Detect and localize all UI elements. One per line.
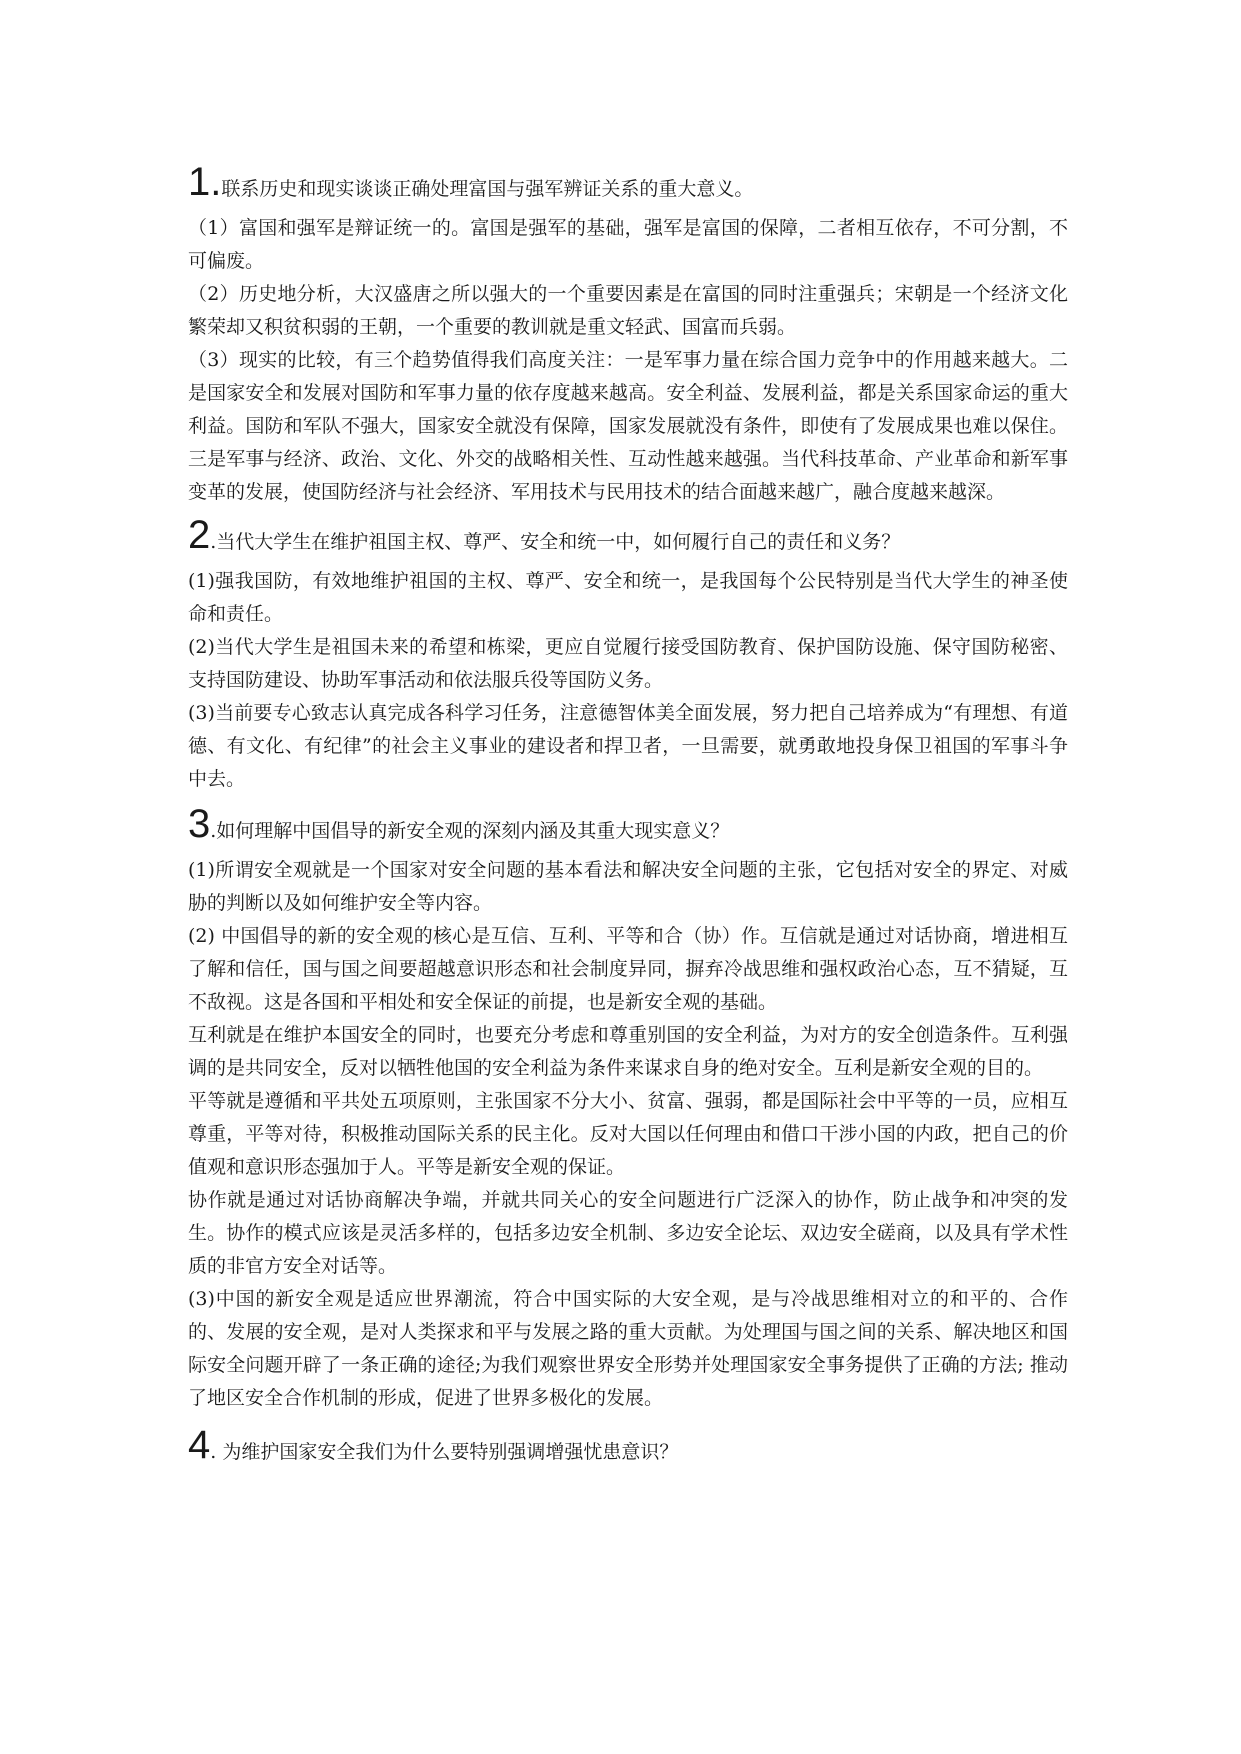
answer-paragraph: （3）现实的比较，有三个趋势值得我们高度关注：一是军事力量在综合国力竞争中的作用越来越大。二是国家安全和发展对国防和军事力量的依存度越来越高。安全利益、发展利益，都是关系国家命运的重大利益。国防和军队不强大，国家安全就没有保障，国家发展就没有条件，即使有了发展成果也难以保住。三是军事与经济、政治、文化、外交的战略相关性、互动性越来越强。当代科技革命、产业革命和新军事变革的发展，使国防经济与社会经济、军用技术与民用技术的结合面越来越广，融合度越来越深。 [188,349,1068,503]
answer-paragraph: 互利就是在维护本国安全的同时，也要充分考虑和尊重别国的安全利益，为对方的安全创造条件。互利强调的是共同安全，反对以牺牲他国的安全利益为条件来谋求自身的绝对安全。互利是新安全观的目的。 [188,1024,1068,1079]
question-heading [188,1423,1068,1469]
question-title: .如何理解中国倡导的新安全观的深刻内涵及其重大现实意义？ [210,820,730,842]
answer-paragraph: (3)中国的新安全观是适应世界潮流，符合中国实际的大安全观，是与冷战思维相对立的和平的、合作的、发展的安全观，是对人类探求和平与发展之路的重大贡献。为处理国与国之间的关系、解决地区和国际安全问题开辟了一条正确的途径;为我们观察世界安全形势并处理国家安全事务提供了正确的方法; 推动了地区安全合作机制的形成，促进了世界多极化的发展。 [188,1288,1068,1409]
question-number: 1. [188,160,222,204]
question-title: 联系历史和现实谈谈正确处理富国与强军辨证关系的重大意义。 [221,178,754,200]
question-2 [188,513,1068,796]
question-title: .当代大学生在维护祖国主权、尊严、安全和统一中，如何履行自己的责任和义务？ [210,531,901,553]
answer-paragraph: 协作就是通过对话协商解决争端，并就共同关心的安全问题进行广泛深入的协作，防止战争和冲突的发生。协作的模式应该是灵活多样的，包括多边安全机制、多边安全论坛、双边安全磋商，以及具有学术性质的非官方安全对话等。 [188,1189,1068,1277]
question-3 [188,802,1068,1415]
answer-paragraph: (3)当前要专心致志认真完成各科学习任务，注意德智体美全面发展，努力把自己培养成为“有理想、有道德、有文化、有纪律”的社会主义事业的建设者和捍卫者，一旦需要，就勇敢地投身保卫祖国的军事斗争中去。 [188,702,1068,790]
answer-paragraph: （2）历史地分析，大汉盛唐之所以强大的一个重要因素是在富国的同时注重强兵；宋朝是一个经济文化繁荣却又积贫积弱的王朝，一个重要的教训就是重文轻武、国富而兵弱。 [188,283,1068,338]
question-number: 2 [188,513,211,557]
answer-paragraph: (1)所谓安全观就是一个国家对安全问题的基本看法和解决安全问题的主张，它包括对安全的界定、对威胁的判断以及如何维护安全等内容。 [188,859,1068,914]
question-heading [188,160,1068,206]
question-heading [188,513,1068,559]
answer-paragraph: (2) 中国倡导的新的安全观的核心是互信、互利、平等和合（协）作。互信就是通过对话协商，增进相互了解和信任，国与国之间要超越意识形态和社会制度异同，摒弃冷战思维和强权政治心态，互不猜疑，互不敌视。这是各国和平相处和安全保证的前提，也是新安全观的基础。 [188,925,1068,1013]
question-number: 3 [188,802,211,846]
question-4 [188,1423,1068,1469]
answer-paragraph: (2)当代大学生是祖国未来的希望和栋梁，更应自觉履行接受国防教育、保护国防设施、保守国防秘密、支持国防建设、协助军事活动和依法服兵役等国防义务。 [188,636,1068,691]
answer-paragraph: (1)强我国防，有效地维护祖国的主权、尊严、安全和统一，是我国每个公民特别是当代大学生的神圣使命和责任。 [188,570,1068,625]
answer-paragraph: （1）富国和强军是辩证统一的。富国是强军的基础，强军是富国的保障，二者相互依存，不可分割，不可偏废。 [188,217,1068,272]
answer-paragraph: 平等就是遵循和平共处五项原则，主张国家不分大小、贫富、强弱，都是国际社会中平等的一员，应相互尊重，平等对待，积极推动国际关系的民主化。反对大国以任何理由和借口干涉小国的内政，把自己的价值观和意识形态强加于人。平等是新安全观的保证。 [188,1090,1068,1178]
question-1 [188,160,1068,509]
question-number: 4 [188,1423,211,1467]
document-body [188,160,1068,1475]
question-heading [188,802,1068,848]
question-title: . 为维护国家安全我们为什么要特别强调增强忧患意识？ [210,1441,679,1463]
